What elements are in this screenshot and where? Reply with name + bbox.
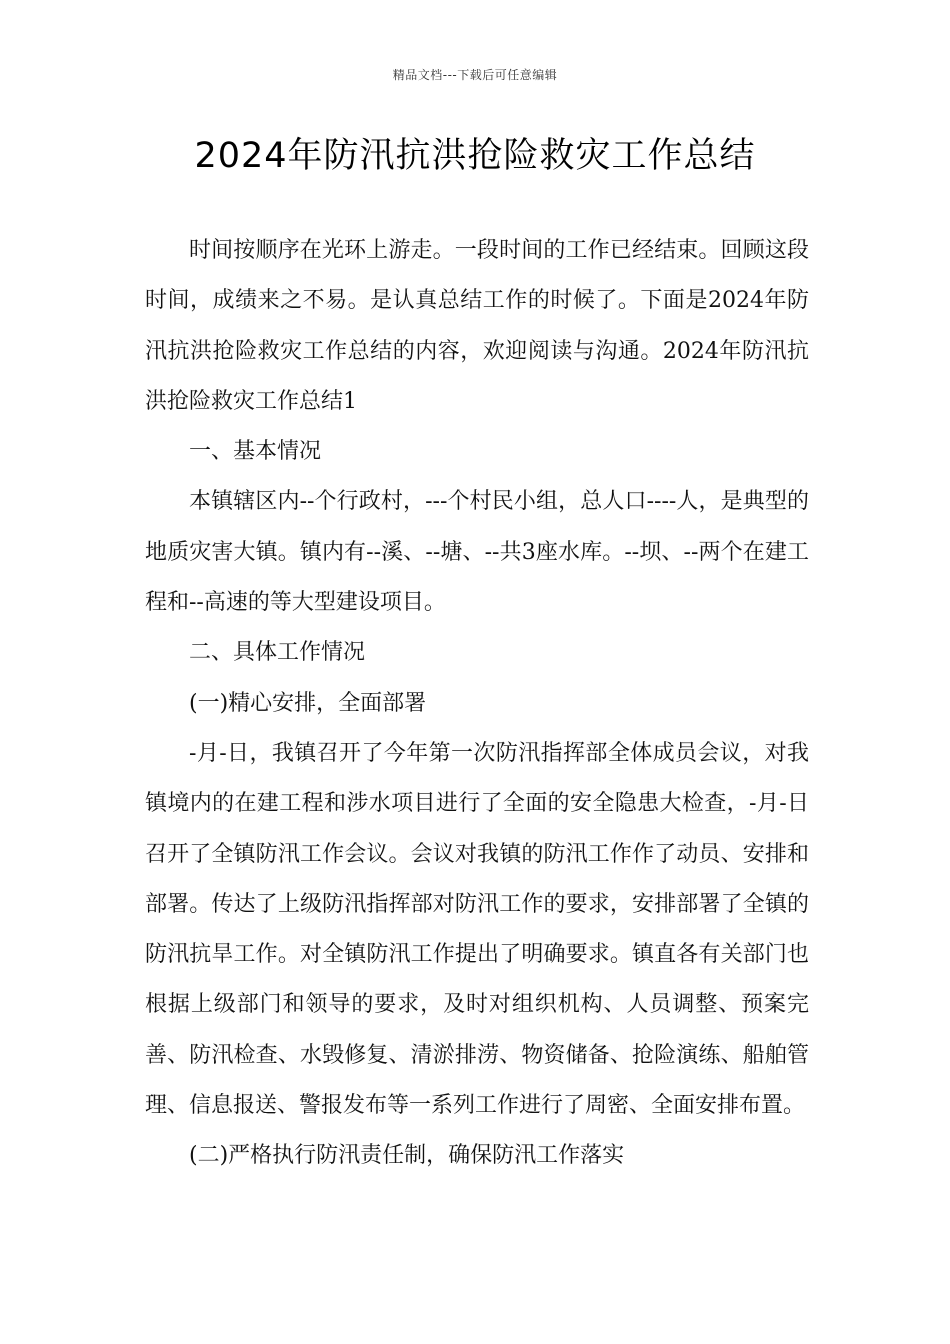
- document-body: [145, 226, 809, 1182]
- subsection-heading-1: (一)精心安排，全面部署: [189, 690, 427, 716]
- section-heading-work-details: 二、具体工作情况: [189, 640, 366, 666]
- header-note: 精品文档---下载后可任意编辑: [392, 68, 558, 82]
- document-title: 2024年防汛抗洪抢险救灾工作总结: [194, 136, 756, 176]
- paragraph-intro: 时间按顺序在光环上游走。一段时间的工作已经结束。回顾这段时间，成绩来之不易。是认真总结工作的时候了。下面是2024年防汛抗洪抢险救灾工作总结的内容，欢迎阅读与沟通。2024年防汛抗洪抢险救灾工作总结1: [145, 238, 809, 414]
- paragraph-deployment: -月-日，我镇召开了今年第一次防汛指挥部全体成员会议，对我镇境内的在建工程和涉水项目进行了全面的安全隐患大检查，-月-日召开了全镇防汛工作会议。会议对我镇的防汛工作作了动员、安排和部署。传达了上级防汛指挥部对防汛工作的要求，安排部署了全镇的防汛抗旱工作。对全镇防汛工作提出了明确要求。镇直各有关部门也根据上级部门和领导的要求，及时对组织机构、人员调整、预案完善、防汛检查、水毁修复、清淤排涝、物资储备、抢险演练、船舶管理、信息报送、警报发布等一系列工作进行了周密、全面安排布置。: [145, 740, 809, 1119]
- subsection-heading-2: (二)严格执行防汛责任制，确保防汛工作落实: [189, 1143, 625, 1169]
- paragraph-basic-situation: 本镇辖区内--个行政村，---个村民小组，总人口----人，是典型的地质灾害大镇。镇内有--溪、--塘、--共3座水库。--坝、--两个在建工程和--高速的等大型建设项目。: [145, 489, 809, 616]
- section-heading-basic-situation: 一、基本情况: [189, 439, 322, 465]
